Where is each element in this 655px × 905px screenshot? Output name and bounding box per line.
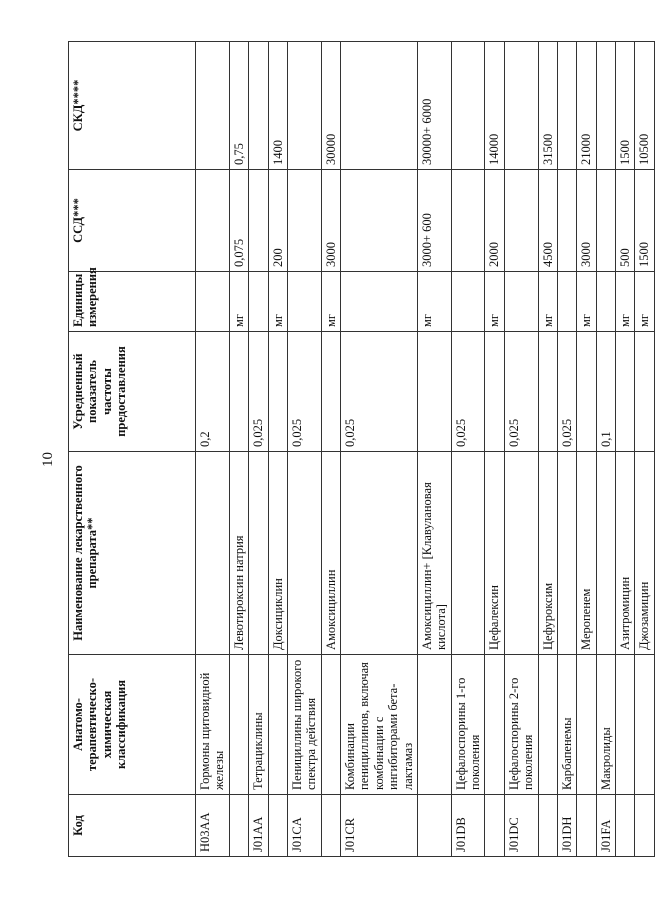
cell-ssd: 3000 — [577, 170, 596, 272]
cell-frequency: 0,025 — [504, 332, 538, 452]
cell-frequency — [616, 332, 635, 452]
table-row — [538, 42, 557, 857]
table-row — [268, 42, 287, 857]
table-row — [451, 42, 485, 857]
cell-unit — [504, 272, 538, 332]
cell-code: H03AA — [196, 795, 230, 857]
cell-atc: Цефалоспорины 2-го поколения — [504, 655, 538, 795]
cell-atc — [485, 655, 504, 795]
cell-frequency — [635, 332, 654, 452]
cell-frequency — [321, 332, 340, 452]
cell-code: J01CA — [287, 795, 321, 857]
cell-drug: Доксициклин — [268, 452, 287, 655]
cell-code: J01DC — [504, 795, 538, 857]
cell-unit: мг — [635, 272, 654, 332]
cell-ssd: 3000+ 600 — [417, 170, 451, 272]
cell-code: J01CR — [341, 795, 418, 857]
cell-frequency: 0,2 — [196, 332, 230, 452]
cell-atc — [321, 655, 340, 795]
cell-drug — [557, 452, 576, 655]
cell-atc — [538, 655, 557, 795]
cell-skd — [196, 42, 230, 170]
cell-atc: Пенициллины широкого спектра действия — [287, 655, 321, 795]
cell-frequency — [229, 332, 248, 452]
header-atc: Анатомо-терапевтическо-химическая классификация — [69, 655, 196, 795]
cell-unit — [596, 272, 615, 332]
cell-code — [538, 795, 557, 857]
cell-skd — [287, 42, 321, 170]
cell-ssd: 4500 — [538, 170, 557, 272]
header-skd: СКД**** — [69, 42, 196, 170]
cell-code — [321, 795, 340, 857]
cell-frequency — [485, 332, 504, 452]
header-row — [69, 42, 196, 857]
cell-code: J01AA — [249, 795, 268, 857]
cell-ssd — [557, 170, 576, 272]
cell-atc: Цефалоспорины 1-го поколения — [451, 655, 485, 795]
cell-skd: 10500 — [635, 42, 654, 170]
cell-unit: мг — [485, 272, 504, 332]
cell-drug — [287, 452, 321, 655]
cell-drug: Меропенем — [577, 452, 596, 655]
cell-skd: 1500 — [616, 42, 635, 170]
table-row — [417, 42, 451, 857]
header-drug: Наименование лекарственного препарата** — [69, 452, 196, 655]
cell-code — [229, 795, 248, 857]
cell-ssd: 3000 — [321, 170, 340, 272]
cell-unit: мг — [616, 272, 635, 332]
cell-drug — [596, 452, 615, 655]
cell-atc — [229, 655, 248, 795]
cell-frequency: 0,025 — [451, 332, 485, 452]
cell-frequency: 0,1 — [596, 332, 615, 452]
cell-drug: Левотироксин натрия — [229, 452, 248, 655]
table-row — [577, 42, 596, 857]
cell-skd — [504, 42, 538, 170]
cell-drug: Джозамицин — [635, 452, 654, 655]
cell-atc — [577, 655, 596, 795]
table-row — [596, 42, 615, 857]
cell-atc: Гормоны щитовидной железы — [196, 655, 230, 795]
cell-frequency — [538, 332, 557, 452]
cell-unit: мг — [321, 272, 340, 332]
header-ssd: ССД*** — [69, 170, 196, 272]
table-row — [616, 42, 635, 857]
cell-frequency: 0,025 — [249, 332, 268, 452]
table-row — [485, 42, 504, 857]
cell-skd: 21000 — [577, 42, 596, 170]
cell-atc: Тетрациклины — [249, 655, 268, 795]
header-code: Код — [69, 795, 196, 857]
cell-frequency: 0,025 — [557, 332, 576, 452]
cell-skd: 30000+ 6000 — [417, 42, 451, 170]
cell-skd — [249, 42, 268, 170]
cell-ssd: 500 — [616, 170, 635, 272]
cell-unit — [287, 272, 321, 332]
cell-unit: мг — [268, 272, 287, 332]
table-row — [504, 42, 538, 857]
drug-table — [68, 41, 655, 857]
cell-code — [485, 795, 504, 857]
cell-unit: мг — [577, 272, 596, 332]
table-row — [229, 42, 248, 857]
cell-drug — [196, 452, 230, 655]
cell-ssd — [196, 170, 230, 272]
cell-ssd — [341, 170, 418, 272]
cell-atc — [635, 655, 654, 795]
cell-ssd: 200 — [268, 170, 287, 272]
cell-atc: Комбинации пенициллинов, включая комбинации с ингибиторами бета-лактамаз — [341, 655, 418, 795]
cell-unit: мг — [417, 272, 451, 332]
cell-unit: мг — [538, 272, 557, 332]
cell-ssd — [451, 170, 485, 272]
cell-code: J01DB — [451, 795, 485, 857]
cell-unit — [557, 272, 576, 332]
header-frequency: Усредненный показатель частоты предоставления — [69, 332, 196, 452]
cell-drug — [341, 452, 418, 655]
cell-code — [268, 795, 287, 857]
cell-atc — [616, 655, 635, 795]
table-row — [635, 42, 654, 857]
cell-drug: Амоксициллин+ [Клавулановая кислота] — [417, 452, 451, 655]
table-row — [249, 42, 268, 857]
cell-frequency — [577, 332, 596, 452]
cell-drug: Цефалексин — [485, 452, 504, 655]
cell-atc: Карбапенемы — [557, 655, 576, 795]
cell-unit — [451, 272, 485, 332]
cell-skd: 1400 — [268, 42, 287, 170]
table-body — [196, 42, 655, 857]
table-row — [287, 42, 321, 857]
cell-skd: 30000 — [321, 42, 340, 170]
cell-ssd: 2000 — [485, 170, 504, 272]
cell-skd: 14000 — [485, 42, 504, 170]
cell-ssd — [504, 170, 538, 272]
cell-skd — [341, 42, 418, 170]
cell-ssd — [287, 170, 321, 272]
cell-ssd: 1500 — [635, 170, 654, 272]
cell-code: J01FA — [596, 795, 615, 857]
cell-atc — [417, 655, 451, 795]
cell-unit — [341, 272, 418, 332]
cell-drug — [504, 452, 538, 655]
cell-skd: 0,75 — [229, 42, 248, 170]
cell-skd — [451, 42, 485, 170]
rotated-table-wrapper — [68, 42, 652, 857]
cell-skd — [557, 42, 576, 170]
table-row — [321, 42, 340, 857]
cell-drug: Амоксициллин — [321, 452, 340, 655]
cell-frequency: 0,025 — [287, 332, 321, 452]
cell-frequency — [417, 332, 451, 452]
cell-ssd — [596, 170, 615, 272]
cell-code — [417, 795, 451, 857]
cell-drug: Азитромицин — [616, 452, 635, 655]
cell-atc — [268, 655, 287, 795]
cell-code — [616, 795, 635, 857]
cell-code — [635, 795, 654, 857]
cell-code: J01DH — [557, 795, 576, 857]
cell-atc: Макролиды — [596, 655, 615, 795]
cell-unit — [196, 272, 230, 332]
cell-frequency: 0,025 — [341, 332, 418, 452]
cell-unit — [249, 272, 268, 332]
cell-drug — [249, 452, 268, 655]
table-row — [557, 42, 576, 857]
cell-unit: мг — [229, 272, 248, 332]
table-row — [196, 42, 230, 857]
cell-code — [577, 795, 596, 857]
cell-ssd: 0,075 — [229, 170, 248, 272]
cell-skd: 31500 — [538, 42, 557, 170]
cell-skd — [596, 42, 615, 170]
page-number: 10 — [40, 452, 56, 467]
cell-drug — [451, 452, 485, 655]
header-unit: Единицы измерения — [69, 272, 196, 332]
cell-drug: Цефуроксим — [538, 452, 557, 655]
table-row — [341, 42, 418, 857]
cell-frequency — [268, 332, 287, 452]
cell-ssd — [249, 170, 268, 272]
